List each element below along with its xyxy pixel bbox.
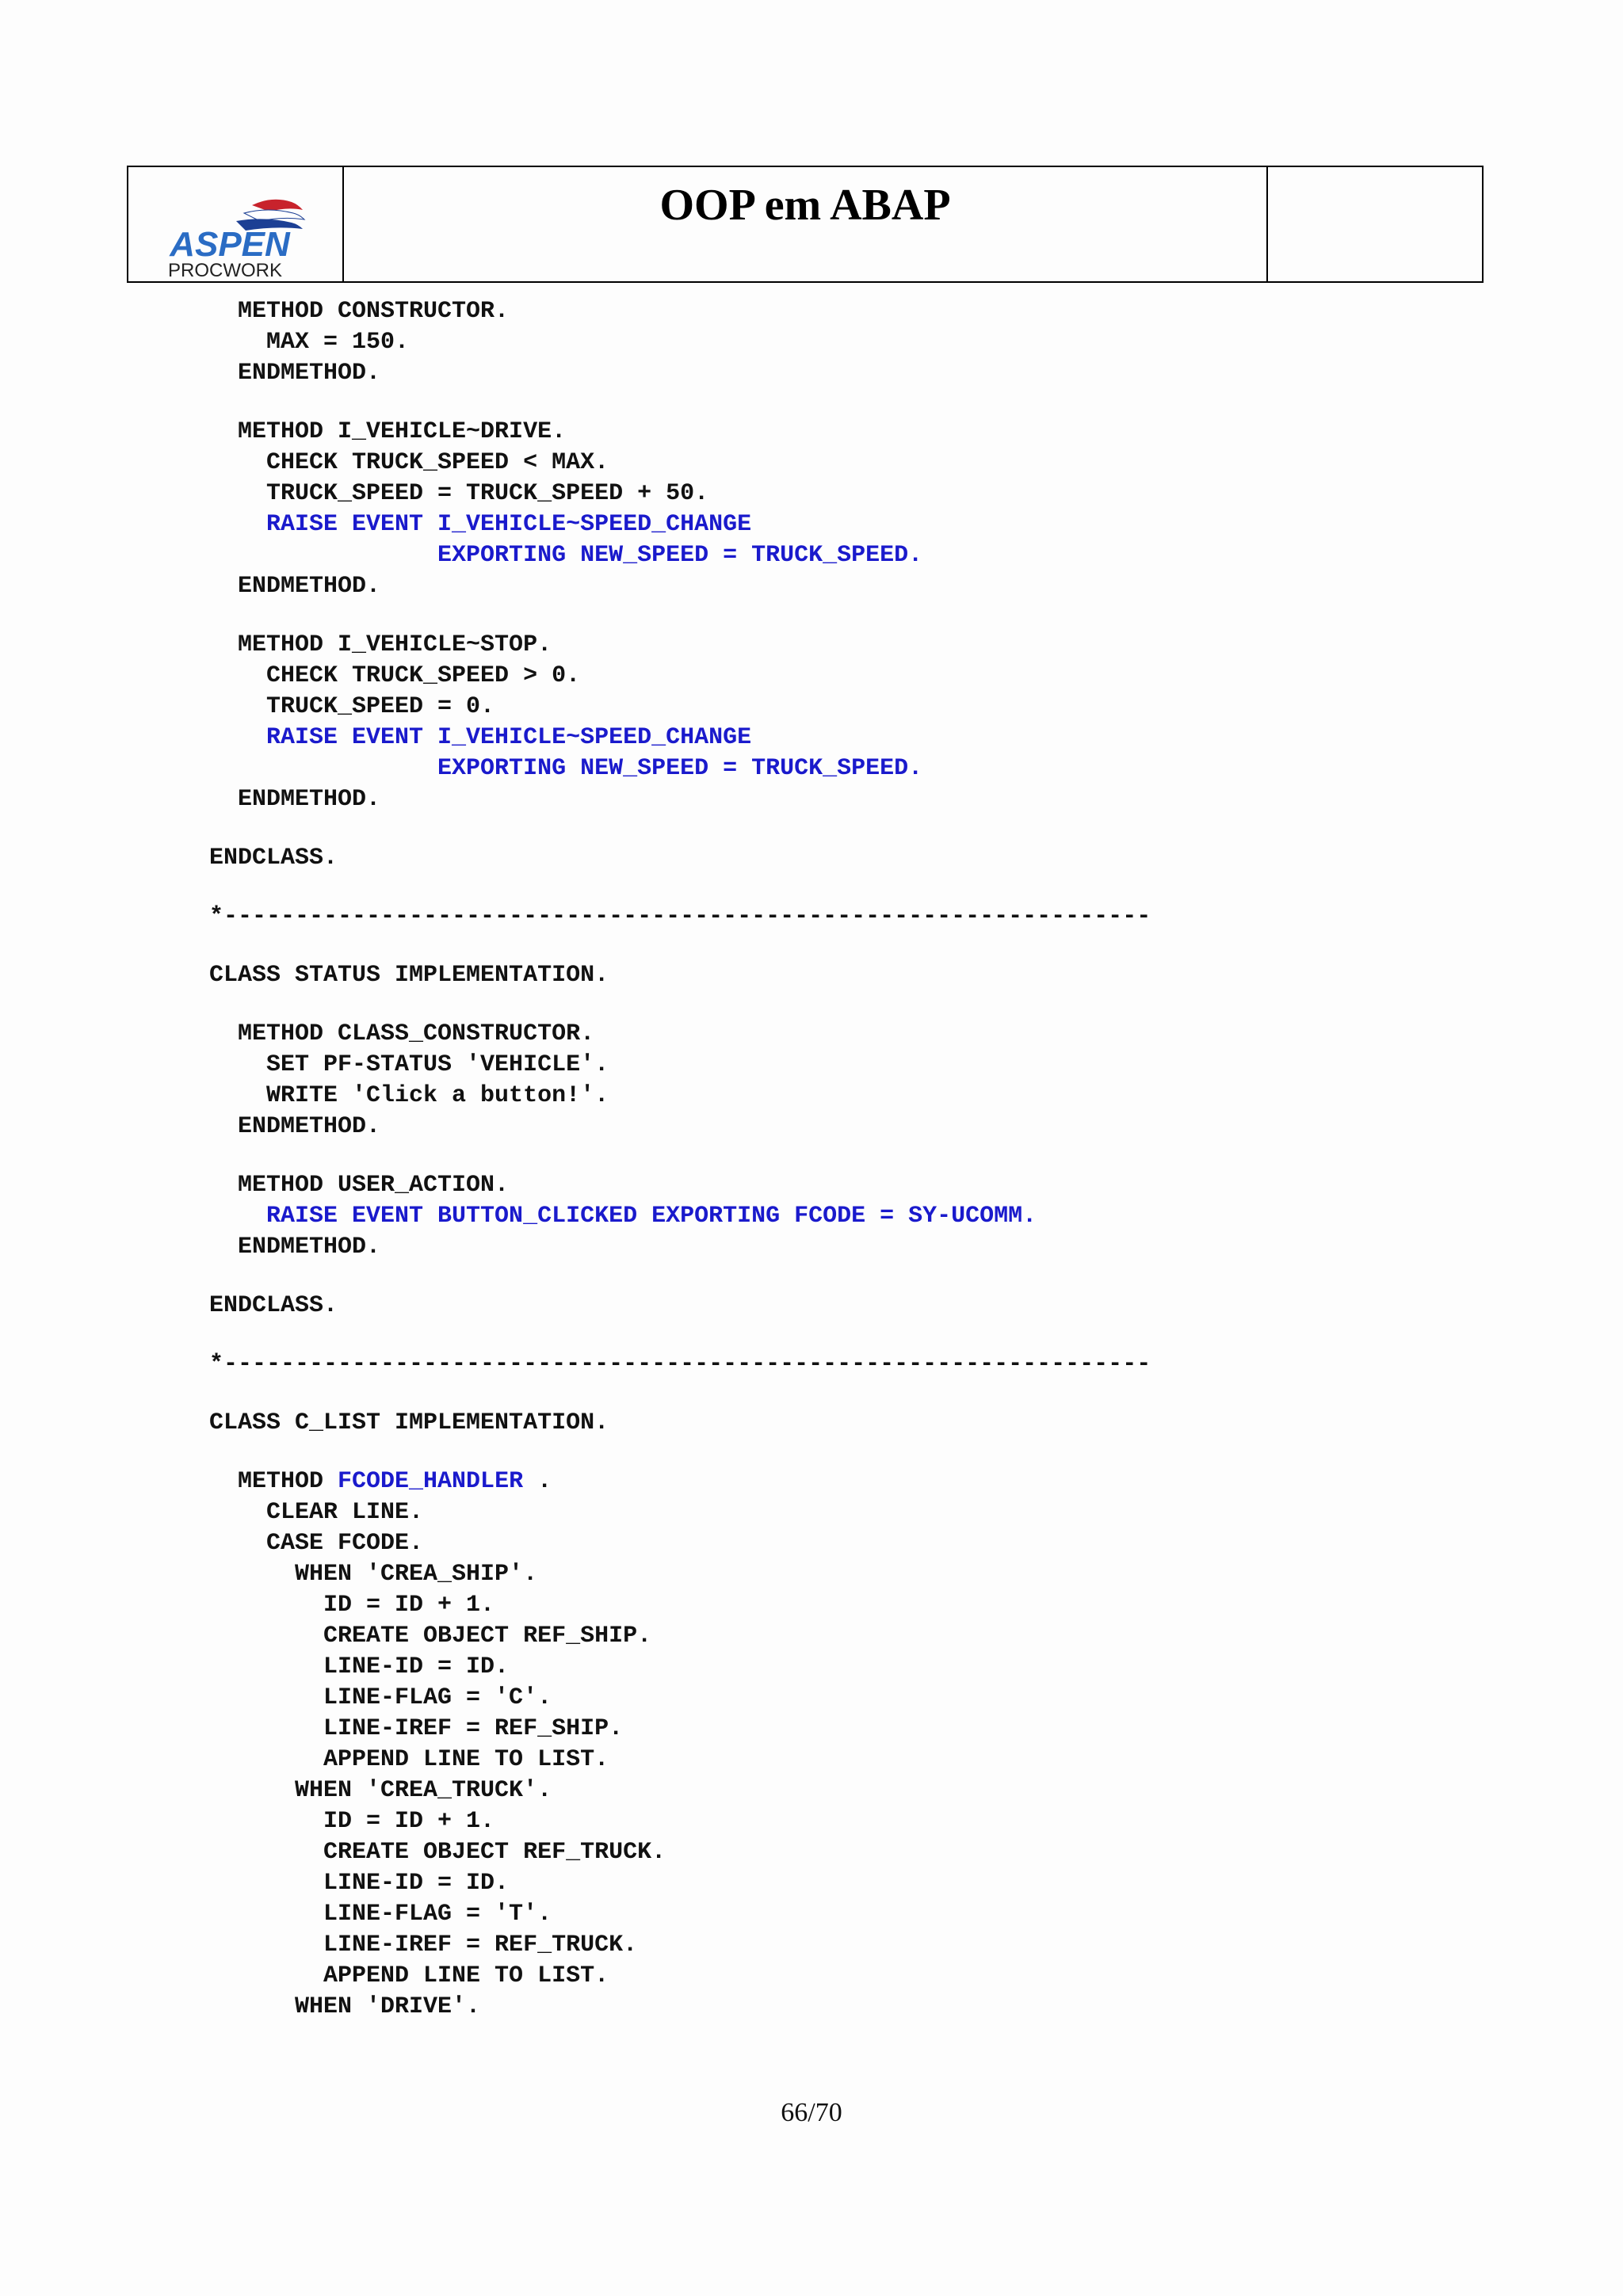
code-line: CASE FCODE. <box>209 1530 424 1557</box>
code-line: METHOD CONSTRUCTOR. <box>209 298 510 325</box>
code-line: LINE-IREF = REF_SHIP. <box>209 1715 624 1742</box>
code-line: CREATE OBJECT REF_SHIP. <box>209 1623 652 1650</box>
blank-line <box>209 602 1151 630</box>
logo-sub: PROCWORK <box>168 260 282 278</box>
code-line: *----------------------------------------------------------------- <box>209 903 1151 930</box>
code-line: ID = ID + 1. <box>209 1592 495 1619</box>
code-text: . <box>523 1468 552 1495</box>
page-header <box>127 166 1484 283</box>
code-line: ENDCLASS. <box>209 1292 338 1319</box>
blank-line <box>209 389 1151 417</box>
code-line: METHOD USER_ACTION. <box>209 1172 510 1199</box>
code-line: LINE-IREF = REF_TRUCK. <box>209 1932 638 1958</box>
code-line: RAISE EVENT I_VEHICLE~SPEED_CHANGE <box>209 511 752 538</box>
code-listing <box>209 296 1151 2023</box>
code-line: TRUCK_SPEED = TRUCK_SPEED + 50. <box>209 480 709 507</box>
code-line <box>209 1466 1151 1497</box>
code-line: METHOD I_VEHICLE~DRIVE. <box>209 418 567 445</box>
code-line: ENDMETHOD. <box>209 786 381 813</box>
code-line: CREATE OBJECT REF_TRUCK. <box>209 1839 666 1866</box>
code-line: ENDMETHOD. <box>209 360 381 387</box>
blank-line <box>209 1142 1151 1170</box>
code-line: WHEN 'DRIVE'. <box>209 1993 481 2020</box>
blank-line <box>209 1263 1151 1291</box>
code-line: ENDMETHOD. <box>209 1234 381 1261</box>
code-line: LINE-ID = ID. <box>209 1870 510 1897</box>
code-line: METHOD I_VEHICLE~STOP. <box>209 631 552 658</box>
blank-line <box>209 1322 1151 1349</box>
blank-line <box>209 874 1151 902</box>
blank-line <box>209 1380 1151 1408</box>
code-line: CLASS STATUS IMPLEMENTATION. <box>209 962 609 989</box>
code-line: EXPORTING NEW_SPEED = TRUCK_SPEED. <box>209 755 923 782</box>
code-text: METHOD <box>209 1468 338 1495</box>
code-line: ENDMETHOD. <box>209 573 381 600</box>
code-line: SET PF-STATUS 'VEHICLE'. <box>209 1051 609 1078</box>
code-line: WHEN 'CREA_SHIP'. <box>209 1561 538 1588</box>
code-line: CHECK TRUCK_SPEED < MAX. <box>209 449 609 476</box>
code-line: WRITE 'Click a button!'. <box>209 1082 609 1109</box>
code-line: LINE-FLAG = 'C'. <box>209 1684 552 1711</box>
code-line: LINE-FLAG = 'T'. <box>209 1901 552 1928</box>
code-highlight: FCODE_HANDLER <box>338 1468 524 1495</box>
code-line: APPEND LINE TO LIST. <box>209 1746 609 1773</box>
header-empty-cell <box>1268 167 1482 281</box>
code-line: WHEN 'CREA_TRUCK'. <box>209 1777 552 1804</box>
code-line: RAISE EVENT BUTTON_CLICKED EXPORTING FCODE = SY-UCOMM. <box>209 1203 1037 1230</box>
blank-line <box>209 815 1151 843</box>
code-line: ENDCLASS. <box>209 845 338 871</box>
code-line: METHOD CLASS_CONSTRUCTOR. <box>209 1020 595 1047</box>
blank-line <box>209 1439 1151 1466</box>
code-line: CHECK TRUCK_SPEED > 0. <box>209 662 581 689</box>
code-line: CLASS C_LIST IMPLEMENTATION. <box>209 1409 609 1436</box>
page-title: OOP em ABAP <box>344 167 1268 281</box>
logo-brand: ASPEN <box>170 225 290 264</box>
code-line: EXPORTING NEW_SPEED = TRUCK_SPEED. <box>209 542 923 569</box>
code-line: ENDMETHOD. <box>209 1113 381 1140</box>
code-line: CLEAR LINE. <box>209 1499 424 1526</box>
code-line: TRUCK_SPEED = 0. <box>209 693 495 720</box>
code-line: APPEND LINE TO LIST. <box>209 1962 609 1989</box>
logo-cell <box>128 167 344 281</box>
code-line: *----------------------------------------------------------------- <box>209 1351 1151 1378</box>
code-line: LINE-ID = ID. <box>209 1653 510 1680</box>
code-line: ID = ID + 1. <box>209 1808 495 1835</box>
blank-line <box>209 991 1151 1019</box>
code-line: MAX = 150. <box>209 329 410 356</box>
aspen-flag-logo <box>157 183 315 278</box>
code-line: RAISE EVENT I_VEHICLE~SPEED_CHANGE <box>209 724 752 751</box>
page-number: 66/70 <box>781 2098 842 2127</box>
blank-line <box>209 933 1151 960</box>
